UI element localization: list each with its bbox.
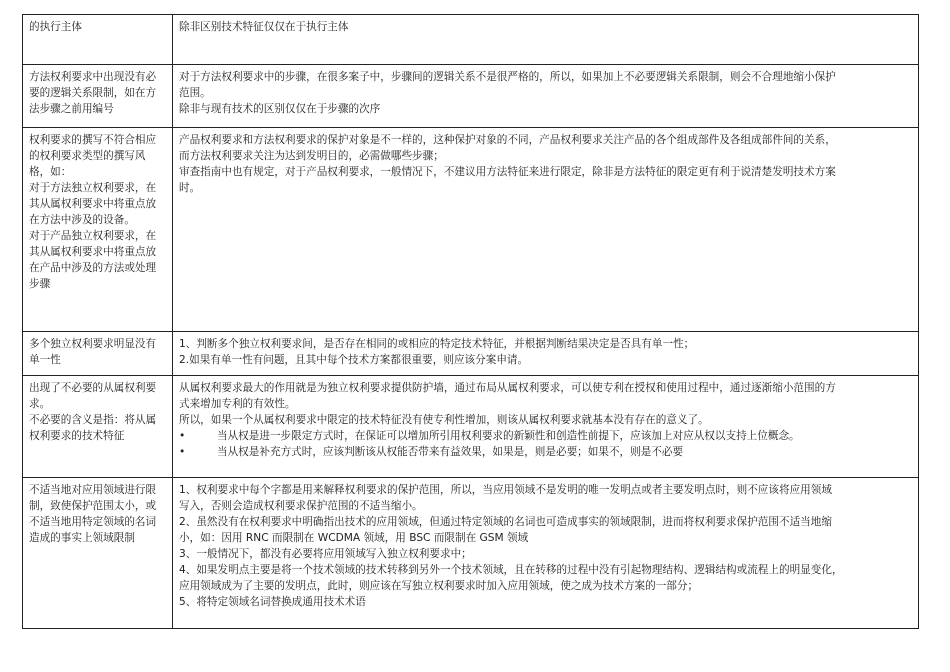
table-row: [23, 65, 919, 128]
problem-cell: [23, 15, 173, 65]
cell-text: 不必要的含义是指：将从属权利要求的技术特征: [29, 414, 157, 442]
cell-text: 1、权利要求中每个字都是用来解释权利要求的保护范围，所以，当应用领域不是发明的唯一发明点或者主要发明点时，则不应该将应用领域: [179, 484, 832, 496]
table-row: [23, 128, 919, 332]
cell-text: 5、将特定领域名词替换成通用技术术语: [179, 596, 366, 608]
problem-cell: [23, 332, 173, 376]
cell-text: 除非与现有技术的区别仅仅在于步骤的次序: [179, 103, 381, 115]
explanation-cell: [173, 478, 919, 629]
cell-text: 多个独立权利要求明显没有单一性: [29, 338, 157, 366]
cell-text: 出现了不必要的从属权利要求。: [29, 382, 157, 410]
cell-text: 写入，否则会造成权利要求保护范围的不适当缩小。: [179, 500, 423, 512]
cell-text: 应用领域成为了主要的发明点，此时，则应该在写独立权利要求时加入应用领域，使之成为技术方案的一部分；: [179, 580, 699, 592]
bullet-item: [179, 444, 912, 460]
explanation-cell: [173, 376, 919, 478]
cell-text: 权利要求的撰写不符合相应的权利要求类型的撰写风格，如：: [29, 134, 157, 178]
cell-text: 所以，如果一个从属权利要求中限定的技术特征没有使专利性增加，则该从属权利要求就基本没有存在的意义了。: [179, 414, 709, 426]
cell-text: 2、虽然没有在权利要求中明确指出技术的应用领域，但通过特定领域的名词也可造成事实的领域限制，进而将权利要求保护范围不适当地缩: [179, 516, 832, 528]
cell-text: 2.如果有单一性有问题，且其中每个技术方案都很重要，则应该分案申请。: [179, 354, 529, 366]
cell-text: 对于产品独立权利要求，在其从属权利要求中将重点放在产品中涉及的方法或处理步骤: [29, 230, 157, 290]
cell-text: 3、一般情况下，都没有必要将应用领域写入独立权利要求中；: [179, 548, 472, 560]
cell-text: 范围。: [179, 87, 211, 99]
explanation-cell: [173, 15, 919, 65]
cell-text: 而方法权利要求关注为达到发明目的，必需做哪些步骤；: [179, 150, 444, 162]
cell-text: 除非区别技术特征仅仅在于执行主体: [179, 21, 349, 33]
problem-cell: [23, 376, 173, 478]
claims-issues-table: [22, 14, 919, 629]
explanation-cell: [173, 128, 919, 332]
cell-text: 对于方法独立权利要求，在其从属权利要求中将重点放在方法中涉及的设备。: [29, 182, 157, 226]
cell-text: 的执行主体: [29, 21, 82, 33]
cell-text: 不适当地对应用领域进行限制，致使保护范围太小，或不适当地用特定领域的名词造成的事实上领域限制: [29, 484, 157, 544]
cell-text: 式来增加专利的有效性。: [179, 398, 296, 410]
problem-cell: [23, 128, 173, 332]
cell-text: 从属权利要求最大的作用就是为独立权利要求提供防护墙，通过布局从属权利要求，可以使专利在授权和使用过程中，通过逐渐缩小范围的方: [179, 382, 836, 394]
cell-text: 时。: [179, 182, 201, 194]
table-row: [23, 478, 919, 629]
explanation-cell: [173, 65, 919, 128]
bullet-item: [179, 428, 912, 444]
bullet-icon: •: [179, 430, 186, 442]
cell-text: 4、如果发明点主要是将一个技术领域的技术转移到另外一个技术领域，且在转移的过程中没有引起物理结构、逻辑结构或流程上的明显变化，: [179, 564, 843, 576]
cell-text: 方法权利要求中出现没有必要的逻辑关系限制，如在方法步骤之前用编号: [29, 71, 157, 115]
explanation-cell: [173, 332, 919, 376]
table-row: [23, 15, 919, 65]
table-row: [23, 332, 919, 376]
problem-cell: [23, 65, 173, 128]
bullet-text: 当从权是进一步限定方式时，在保证可以增加所引用权利要求的新颖性和创造性前提下，应该加上对应从权以支持上位概念。: [217, 430, 800, 442]
problem-cell: [23, 478, 173, 629]
cell-text: 产品权利要求和方法权利要求的保护对象是不一样的，这种保护对象的不同，产品权利要求关注产品的各个组成部件及各组成部件间的关系，: [179, 134, 836, 146]
cell-text: 小，如：因用 RNC 而限制在 WCDMA 领域，用 BSC 而限制在 GSM 领域: [179, 532, 529, 544]
cell-text: 对于方法权利要求中的步骤，在很多案子中，步骤间的逻辑关系不是很严格的，所以，如果加上不必要逻辑关系限制，则会不合理地缩小保护: [179, 71, 836, 83]
bullet-text: 当从权是补充方式时，应该判断该从权能否带来有益效果，如果是，则是必要；如果不，则是不必要: [217, 446, 684, 458]
cell-text: 1、判断多个独立权利要求间，是否存在相同的或相应的特定技术特征，并根据判断结果决定是否具有单一性；: [179, 338, 695, 350]
cell-text: 审查指南中也有规定，对于产品权利要求，一般情况下，不建议用方法特征来进行限定，除非是方法特征的限定更有利于说清楚发明技术方案: [179, 166, 836, 178]
table-row: [23, 376, 919, 478]
bullet-icon: •: [179, 446, 186, 458]
